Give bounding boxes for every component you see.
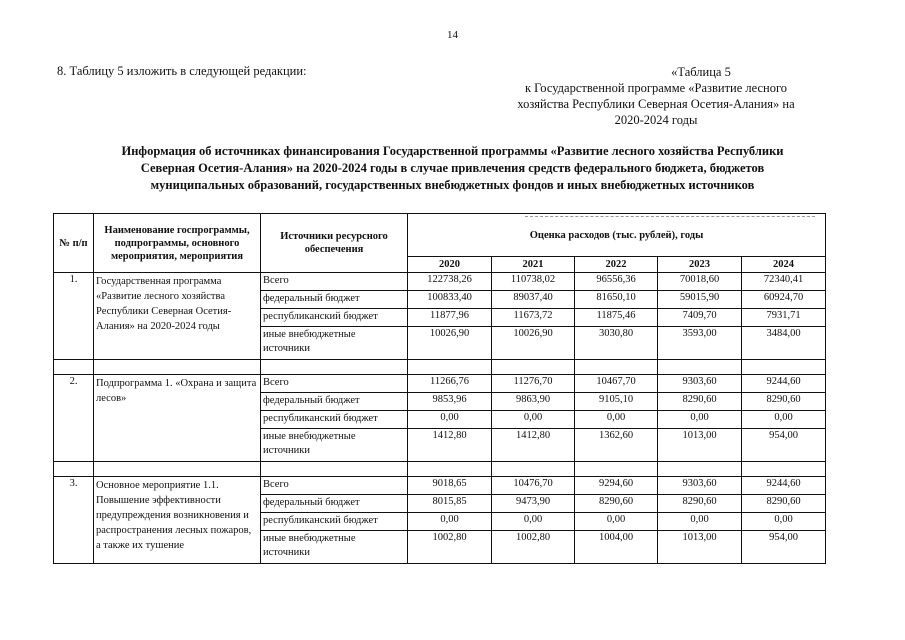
spacer-cell [408,360,492,375]
value-2022: 9294,60 [575,477,658,495]
spacer-cell [492,360,575,375]
spacer-cell [658,360,742,375]
value-2021: 10026,90 [492,327,575,360]
value-2020: 10026,90 [408,327,492,360]
value-2023: 0,00 [658,411,742,429]
value-2023: 7409,70 [658,309,742,327]
program-name: Основное мероприятие 1.1. Повышение эффективности предупреждения возникновения и распространения лесных пожаров, а также их тушение [94,477,261,564]
value-2021: 0,00 [492,513,575,531]
spacer-cell [492,462,575,477]
value-2020: 11266,76 [408,375,492,393]
value-2020: 122738,26 [408,273,492,291]
funding-source: федеральный бюджет [261,291,408,309]
spacer-cell [658,462,742,477]
spacer-cell [575,462,658,477]
value-2022: 1362,60 [575,429,658,462]
heading-line-2: Северная Осетия-Алания» на 2020-2024 годы в случае привлечения средств федерального бюджета, бюджетов [140,161,765,175]
value-2023: 8290,60 [658,393,742,411]
spacer-cell [54,360,94,375]
value-2021: 11673,72 [492,309,575,327]
value-2022: 3030,80 [575,327,658,360]
row-number: 3. [54,477,94,564]
heading-line-1: Информация об источниках финансирования Государственной программы «Развитие лесного хозяйства Республики [121,144,784,158]
value-2024: 954,00 [742,429,826,462]
value-2024: 954,00 [742,531,826,564]
annex-line-3: хозяйства Республики Северная Осетия-Алания» на [517,97,795,111]
value-2021: 110738,02 [492,273,575,291]
heading-line-3: муниципальных образований, государственных внебюджетных фондов и иных внебюджетных источников [150,178,755,192]
annex-line-1: «Таблица 5 [671,65,731,79]
funding-source: Всего [261,273,408,291]
value-2022: 0,00 [575,513,658,531]
program-name: Подпрограмма 1. «Охрана и защита лесов» [94,375,261,462]
row-number: 2. [54,375,94,462]
funding-source: республиканский бюджет [261,513,408,531]
funding-source: Всего [261,375,408,393]
group-spacer [54,360,826,375]
funding-source: республиканский бюджет [261,309,408,327]
instruction-text: 8. Таблицу 5 изложить в следующей редакции: [57,64,307,78]
value-2024: 7931,71 [742,309,826,327]
value-2020: 100833,40 [408,291,492,309]
header-year-2021: 2021 [492,257,575,273]
funding-source: федеральный бюджет [261,495,408,513]
program-name: Государственная программа «Развитие лесного хозяйства Республики Северная Осетия-Алания» на 2020-2024 годы [94,273,261,360]
header-source: Источники ресурсного обеспечения [261,214,408,273]
value-2022: 0,00 [575,411,658,429]
group-spacer [54,462,826,477]
table-annex-caption [490,64,822,128]
value-2020: 8015,85 [408,495,492,513]
funding-source: Всего [261,477,408,495]
row-number: 1. [54,273,94,360]
header-no: № п/п [54,214,94,273]
funding-source: иные внебюджетные источники [261,327,408,360]
financing-table [53,213,826,564]
value-2024: 72340,41 [742,273,826,291]
funding-source: федеральный бюджет [261,393,408,411]
value-2023: 59015,90 [658,291,742,309]
value-2020: 0,00 [408,513,492,531]
value-2022: 1004,00 [575,531,658,564]
value-2020: 9018,65 [408,477,492,495]
header-name: Наименование госпрограммы, подпрограммы, основного мероприятия, мероприятия [94,214,261,273]
table-row [54,273,826,291]
value-2024: 3484,00 [742,327,826,360]
value-2023: 9303,60 [658,375,742,393]
value-2021: 1412,80 [492,429,575,462]
value-2021: 10476,70 [492,477,575,495]
value-2023: 1013,00 [658,429,742,462]
header-estimate: Оценка расходов (тыс. рублей), годы [408,214,826,257]
header-year-2023: 2023 [658,257,742,273]
spacer-cell [575,360,658,375]
value-2022: 10467,70 [575,375,658,393]
value-2021: 9473,90 [492,495,575,513]
value-2024: 9244,60 [742,477,826,495]
value-2023: 0,00 [658,513,742,531]
header-year-2022: 2022 [575,257,658,273]
value-2024: 8290,60 [742,495,826,513]
value-2020: 0,00 [408,411,492,429]
spacer-cell [94,462,261,477]
header-year-2020: 2020 [408,257,492,273]
spacer-cell [54,462,94,477]
table-heading [70,143,835,194]
value-2021: 0,00 [492,411,575,429]
value-2020: 11877,96 [408,309,492,327]
value-2021: 1002,80 [492,531,575,564]
spacer-cell [261,462,408,477]
spacer-cell [742,462,826,477]
value-2023: 1013,00 [658,531,742,564]
value-2022: 81650,10 [575,291,658,309]
spacer-cell [261,360,408,375]
table-row [54,477,826,495]
value-2023: 3593,00 [658,327,742,360]
value-2024: 60924,70 [742,291,826,309]
value-2020: 1002,80 [408,531,492,564]
annex-line-2: к Государственной программе «Развитие лесного [524,81,788,95]
value-2024: 0,00 [742,513,826,531]
value-2023: 8290,60 [658,495,742,513]
funding-source: республиканский бюджет [261,411,408,429]
value-2024: 0,00 [742,411,826,429]
value-2021: 9863,90 [492,393,575,411]
value-2024: 9244,60 [742,375,826,393]
table-row [54,375,826,393]
value-2022: 8290,60 [575,495,658,513]
spacer-cell [94,360,261,375]
value-2021: 11276,70 [492,375,575,393]
page-number: 14 [447,29,458,41]
value-2023: 9303,60 [658,477,742,495]
spacer-cell [742,360,826,375]
value-2022: 96556,36 [575,273,658,291]
value-2023: 70018,60 [658,273,742,291]
value-2022: 9105,10 [575,393,658,411]
annex-line-4: 2020-2024 годы [614,113,698,127]
value-2024: 8290,60 [742,393,826,411]
header-year-2024: 2024 [742,257,826,273]
value-2020: 1412,80 [408,429,492,462]
value-2022: 11875,46 [575,309,658,327]
spacer-cell [408,462,492,477]
value-2020: 9853,96 [408,393,492,411]
value-2021: 89037,40 [492,291,575,309]
funding-source: иные внебюджетные источники [261,429,408,462]
funding-source: иные внебюджетные источники [261,531,408,564]
